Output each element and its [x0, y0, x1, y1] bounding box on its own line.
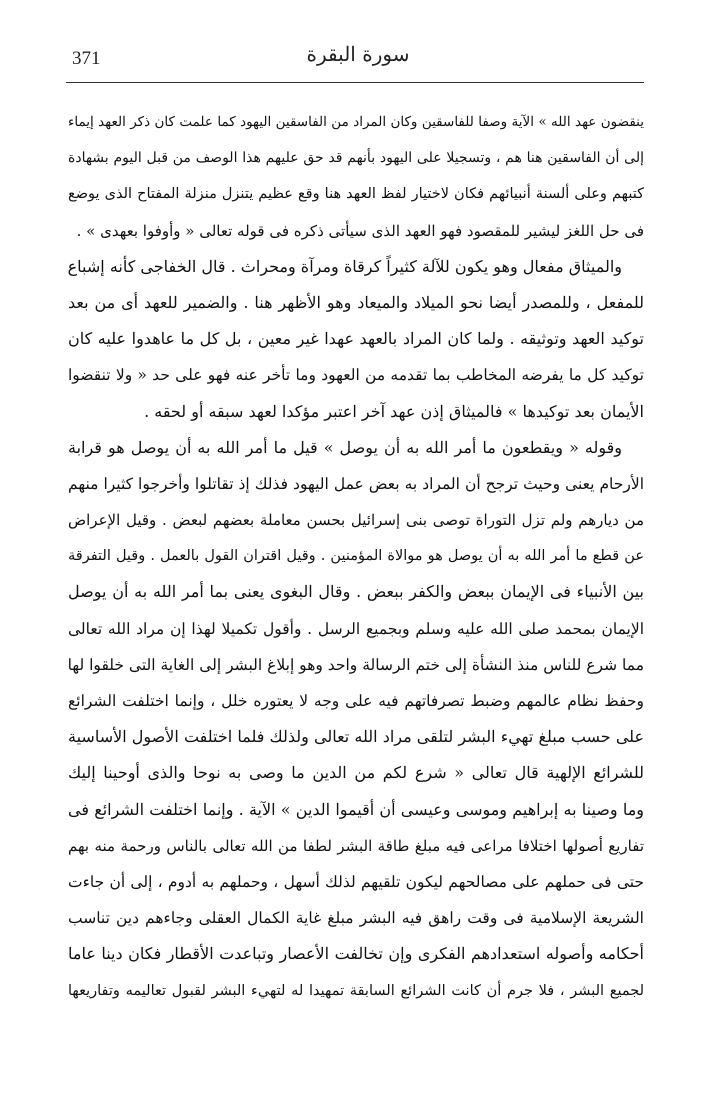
text-line: الأيمان بعد توكيدها » فالميثاق إذن عهد آخر اعتبر مؤكدا لعهد سبقه أو لحقه .: [144, 401, 644, 421]
header-divider: [66, 82, 644, 83]
text-line: عن قطع ما أمر الله به أن يوصل هو موالاة المؤمنين . وقيل اقتران القول بالعمل . وقيل التفرقة: [68, 548, 644, 565]
text-line: لجميع البشر ، فلا جرم أن كانت الشرائع السابقة تمهيدا له لتهيء البشر لقبول تعاليمه وتفاريعها: [68, 982, 644, 999]
text-line: من ديارهم ولم تزل التوراة توصى بنى إسرائيل بحسن معاملة بعضهم لبعض . وقيل الإعراض: [68, 511, 644, 530]
text-line: إلى أن الفاسقين هنا هم ، وتسجيلا على اليهود بأنهم قد حق عليهم هذا الوصف من قبل اليوم بشهادة: [68, 150, 644, 167]
text-line: توكيد العهد وتوثيقه . ولما كان المراد بالعهد عهدا غير معين ، بل كل ما عاهدوا عليه كان: [68, 329, 644, 349]
text-line: الأرحام يعنى وحيث ترجح أن المراد به بعض عمل اليهود فذلك إذ تقاتلوا وأخرجوا كثيرا منهم: [68, 474, 644, 493]
text-line: فى حل اللغز ليشير للمقصود فهو العهد الذى سيأتى ذكره فى قوله تعالى « وأوفوا بعهدى » .: [76, 221, 644, 240]
surah-title: سورة البقرة: [306, 42, 410, 66]
text-line: على حسب مبلغ تهيء البشر لتلقى مراد الله تعالى ولذلك فلما اختلفت الأصول الأساسية: [68, 727, 644, 747]
text-line: حتى فى حملهم على مصالحهم ليكون تلقيهم لذلك أسهل ، وحملهم به أدوم ، إلى أن جاءت: [68, 872, 644, 891]
text-line: وحفظ نظام عالمهم وضبط تصرفاتهم فيه على وجه لا يعتوره خلل ، وإنما اختلفت الشرائع: [68, 692, 644, 710]
text-line: وقوله « ويقطعون ما أمر الله به أن يوصل » قيل ما أمر الله به أن يوصل هو قرابة: [68, 437, 622, 457]
text-line: والميثاق مفعال وهو يكون للآلة كثيراً كرقاة ومرآة ومحراث . قال الخفاجى كأنه إشباع: [68, 256, 622, 276]
text-line: الإيمان بمحمد صلى الله عليه وسلم وبجميع الرسل . وأقول تكميلا لهذا إن مراد الله تعالى: [68, 619, 644, 638]
text-line: للشرائع الإلهية قال تعالى « شرع لكم من الدين ما وصى به نوحا والذى أوحينا إليك: [68, 763, 644, 783]
page-body: [68, 104, 644, 1009]
text-line: الشريعة الإسلامية فى وقت راهق فيه البشر مبلغ غاية الكمال العقلى وجاءهم دين تناسب: [68, 909, 644, 928]
text-line: للمفعل ، وللمصدر أيضا نحو الميلاد والميعاد وهو الأظهر هنا . والضمير للعهد أى من بعد: [68, 292, 644, 312]
text-line: توكيد كل ما يفرضه المخاطب بما تقدمه من العهود وما تأخر عنه فهو على حد « ولا تنقضوا: [68, 366, 644, 385]
text-line: كتبهم وعلى ألسنة أنبيائهم فكان لاختيار لفظ العهد هنا وقع عظيم يتنزل منزلة المفتاح الذى يوضع: [68, 186, 644, 203]
text-line: مما شرع للناس منذ النشأة إلى ختم الرسالة واحد وهو إبلاغ البشر إلى الغاية التى خلقوا لها: [68, 655, 644, 674]
text-line: أحكامه وأصوله استعدادهم الفكرى وإن تخالفت الأعصار وتباعدت الأقطار فكان دينا عاما: [68, 944, 644, 964]
text-line: تفاريع أصولها اختلافا مراعى فيه مبلغ طاقة البشر لطفا من الله تعالى بالناس ورحمة منه بهم: [68, 836, 644, 855]
text-line: وما وصينا به إبراهيم وموسى وعيسى أن أقيموا الدين » الآية . وإنما اختلفت الشرائع فى: [68, 799, 644, 819]
text-line: بين الأنبياء فى الإيمان ببعض والكفر ببعض . وقال البغوى يعنى بما أمر الله به أن يوصل: [68, 582, 644, 602]
text-line: ينقضون عهد الله » الآية وصفا للفاسقين وكان المراد من الفاسقين اليهود كما علمت كان ذكر العهد إيماء: [68, 114, 644, 130]
page-number: 371: [72, 48, 101, 69]
